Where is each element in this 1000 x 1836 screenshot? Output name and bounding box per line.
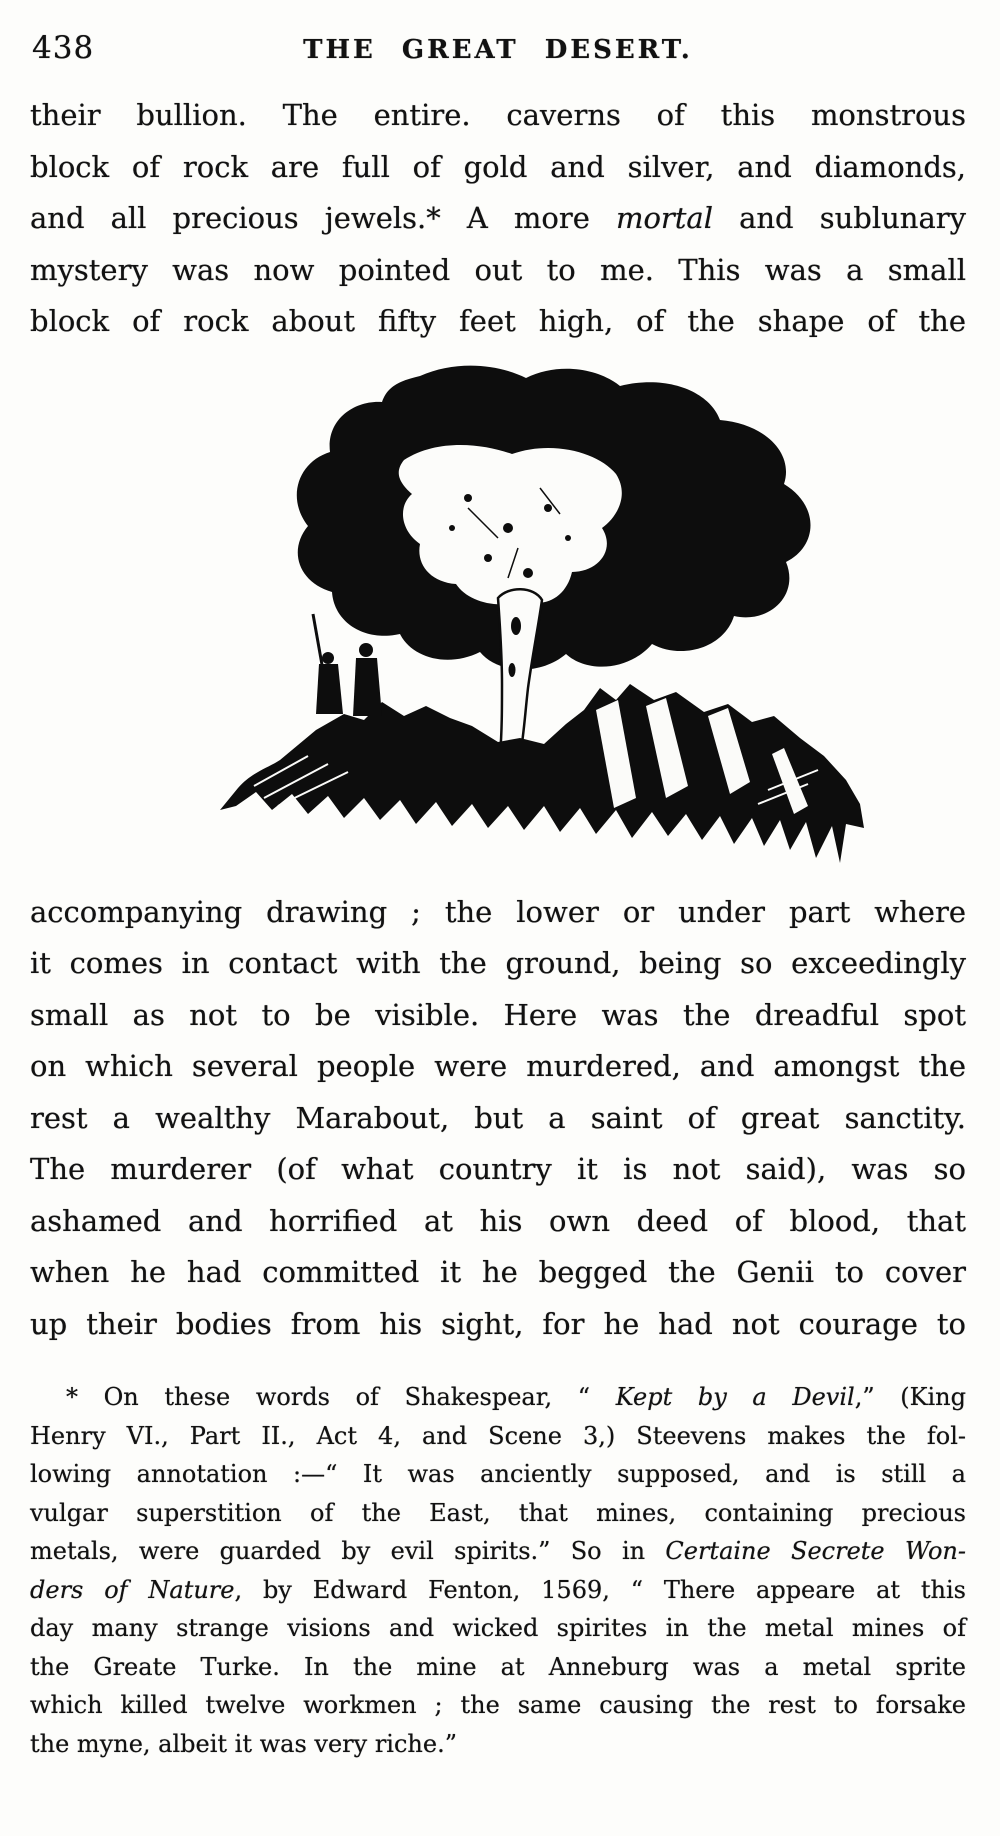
text-line — [30, 1378, 966, 1417]
text-line — [30, 1093, 966, 1145]
text-segment: accompanying drawing ; the lower or under part where — [30, 894, 966, 929]
rock-canopy — [297, 365, 811, 669]
text-segment: mystery was now pointed out to me. This was a small — [30, 252, 966, 287]
text-line — [30, 1686, 966, 1725]
text-segment: ashamed and horrified at his own deed of blood, that — [30, 1203, 966, 1238]
text-segment: block of rock are full of gold and silver, and diamonds, — [30, 149, 966, 184]
italic-text: mortal — [615, 201, 713, 235]
text-segment: * On these words of Shakespear, “ — [66, 1383, 616, 1411]
text-segment: day many strange visions and wicked spirites in the metal mines of — [30, 1614, 966, 1642]
footnote — [30, 1378, 966, 1763]
text-line — [30, 296, 966, 348]
text-line — [30, 1609, 966, 1648]
engraving-svg — [168, 358, 878, 873]
text-segment: lowing annotation :—“ It was anciently supposed, and is still a — [30, 1460, 966, 1488]
text-line — [30, 1648, 966, 1687]
text-segment: The murderer (of what country it is not said), was so — [30, 1152, 966, 1186]
italic-text: Certaine Secrete Won- — [665, 1537, 966, 1565]
text-segment: which killed twelve workmen ; the same causing the rest to forsake — [30, 1691, 966, 1719]
text-line — [30, 1041, 966, 1093]
italic-text: Kept by a Devil — [615, 1383, 855, 1411]
text-segment: Henry VI., Part II., Act 4, and Scene 3,) Steevens makes the fol- — [30, 1421, 966, 1450]
text-segment: and all precious jewels.* A more — [30, 201, 616, 235]
text-line — [30, 1417, 966, 1456]
text-segment: the Greate Turke. In the mine at Anneburg was a metal sprite — [30, 1652, 966, 1681]
rock-engraving-illustration — [30, 358, 966, 873]
text-segment: when he had committed it he begged the Genii to cover — [30, 1255, 966, 1289]
text-line — [30, 245, 966, 297]
text-line — [30, 938, 966, 990]
text-line — [30, 990, 966, 1042]
text-segment: small as not to be visible. Here was the dreadful spot — [30, 997, 966, 1032]
text-segment: ,” (King — [854, 1383, 967, 1411]
text-line — [30, 90, 966, 142]
text-line — [30, 1532, 966, 1571]
text-line — [30, 1144, 966, 1196]
text-line — [30, 193, 966, 245]
text-segment: block of rock about fifty feet high, of the shape of the — [30, 304, 966, 338]
text-segment: up their bodies from his sight, for he had not courage to — [30, 1306, 966, 1341]
italic-text: ders of Nature — [30, 1575, 235, 1604]
text-line — [30, 1571, 966, 1610]
text-line — [30, 142, 966, 194]
paragraph-bottom — [30, 887, 966, 1351]
text-segment: rest a wealthy Marabout, but a saint of great sanctity. — [30, 1100, 966, 1135]
rock-stem — [498, 589, 542, 756]
text-segment: metals, were guarded by evil spirits.” So in — [30, 1537, 666, 1565]
text-segment: vulgar superstition of the East, that mines, containing precious — [30, 1498, 966, 1527]
text-line — [30, 1455, 966, 1494]
text-line — [30, 1725, 966, 1764]
text-segment: and sublunary — [713, 201, 966, 235]
text-line — [30, 1494, 966, 1533]
text-segment: it comes in contact with the ground, being so exceedingly — [30, 946, 966, 980]
text-line — [30, 1196, 966, 1248]
running-title: THE GREAT DESERT. — [303, 35, 693, 65]
text-line — [30, 1247, 966, 1299]
page-number: 438 — [32, 30, 95, 66]
text-segment: on which several people were murdered, and amongst the — [30, 1049, 966, 1083]
text-segment: their bullion. The entire. caverns of this monstrous — [30, 98, 966, 132]
text-segment: the myne, albeit it was very riche.” — [30, 1729, 457, 1758]
paragraph-top — [30, 90, 966, 348]
text-line — [30, 1299, 966, 1351]
page-header — [30, 26, 966, 90]
text-line — [30, 887, 966, 939]
text-segment: , by Edward Fenton, 1569, “ There appeare at this — [234, 1575, 966, 1604]
